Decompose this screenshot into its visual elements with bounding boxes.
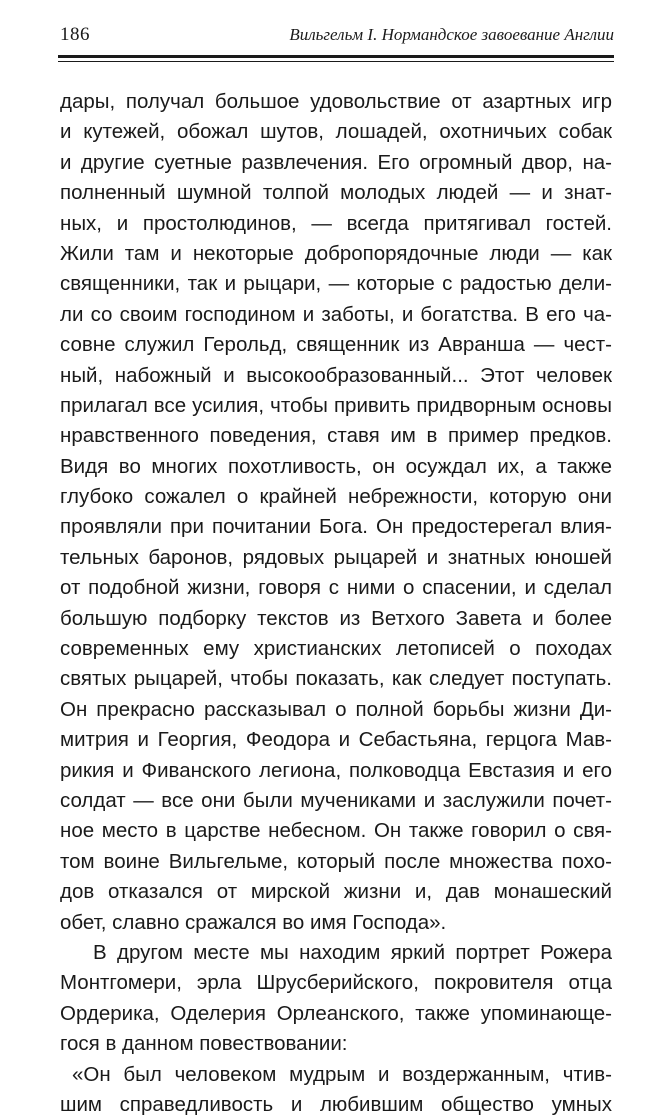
text-line: и другие суетные развлечения. Его огромный двор, на- (60, 150, 612, 174)
text-line: Ордерика, Оделерия Орлеанского, также упоминающе- (60, 1001, 612, 1025)
text-line: Видя во многих похотливость, он осуждал их, а также (60, 454, 612, 478)
page-header (60, 24, 614, 54)
text-line: современных ему христианских летописей о походах (60, 637, 612, 661)
text-line: от подобной жизни, говоря с ними о спасении, и сделал (60, 576, 612, 600)
text-line: прилагал все усилия, чтобы привить придворным основы (60, 393, 612, 417)
text-line: дов отказался от мирской жизни и, дав монашеский (60, 880, 612, 904)
header-rule-thin (58, 61, 614, 62)
text-line: полненный шумной толпой молодых людей — и знат- (60, 181, 612, 205)
text-line: «Он был человеком мудрым и воздержанным, чтив- (72, 1062, 612, 1086)
text-line: ных, и простолюдинов, — всегда притягивал гостей. (60, 211, 612, 235)
text-line: рикия и Фиванского легиона, полководца Евстазия и его (60, 758, 612, 782)
text-line: глубоко сожалел о крайней небрежности, которую они (60, 485, 612, 509)
text-line: ное место в царстве небесном. Он также говорил о свя- (60, 819, 612, 843)
header-rule-thick (58, 55, 614, 58)
text-line: большую подборку текстов из Ветхого Завета и более (60, 606, 612, 630)
text-line: святых рыцарей, чтобы показать, как следует поступать. (60, 667, 612, 691)
body-text (60, 87, 612, 1120)
text-line: совне служил Герольд, священник из Авранша — чест- (60, 333, 612, 357)
text-line: солдат — все они были мучениками и заслужили почет- (60, 788, 612, 812)
text-line: митрия и Георгия, Феодора и Себастьяна, герцога Мав- (60, 728, 612, 752)
text-line: нравственного поведения, ставя им в пример предков. (60, 424, 612, 448)
text-line: ный, набожный и высокообразованный... Этот человек (60, 363, 612, 387)
text-line: священники, так и рыцари, — которые с радостью дели- (60, 272, 612, 296)
text-line: дары, получал большое удовольствие от азартных игр (60, 90, 612, 113)
text-line: шим справедливость и любившим общество умных (60, 1092, 612, 1116)
text-line: том воине Вильгельме, который после множества похо- (60, 849, 612, 873)
text-line: тельных баронов, рядовых рыцарей и знатных юношей (60, 545, 612, 569)
text-line: проявляли при почитании Бога. Он предостерегал влия- (60, 515, 612, 539)
text-line: В другом месте мы находим яркий портрет Рожера (93, 940, 612, 964)
text-line: и кутежей, обожал шутов, лошадей, охотничьих собак (60, 120, 612, 144)
text-line: Монтгомери, эрла Шрусберийского, покровителя отца (60, 971, 612, 995)
text-line: обет, славно сражался во имя Господа». (60, 910, 447, 934)
text-line: гося в данном повествовании: (60, 1032, 348, 1056)
text-line: ли со своим господином и заботы, и богатства. В его ча- (60, 302, 612, 326)
running-title: Вильгельм I. Нормандское завоевание Англии (289, 25, 614, 44)
page-number: 186 (60, 24, 90, 45)
text-line: Жили там и некоторые добропорядочные люди — как (60, 241, 612, 265)
text-line: Он прекрасно рассказывал о полной борьбы жизни Ди- (60, 697, 612, 721)
